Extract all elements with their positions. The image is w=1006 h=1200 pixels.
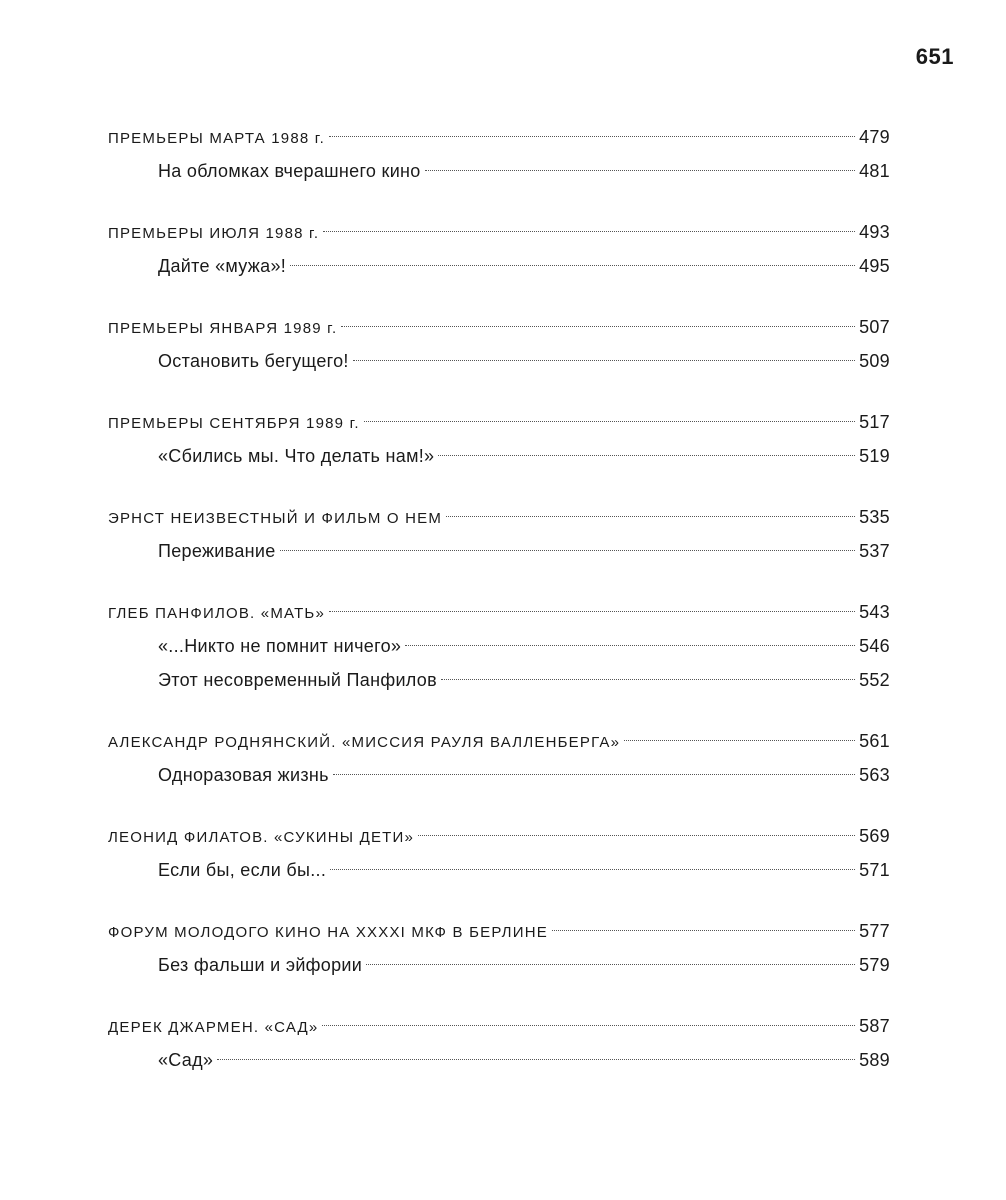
dot-leader <box>438 455 855 456</box>
toc-entry-title: На обломках вчерашнего кино <box>158 161 421 181</box>
toc-entry-page: 479 <box>859 127 890 147</box>
toc-entry-page: 509 <box>859 351 890 371</box>
dot-leader <box>552 930 855 931</box>
toc-sub-entry[interactable] <box>108 629 890 663</box>
toc-entry-page: 571 <box>859 860 890 880</box>
toc-entry-title: ФОРУМ МОЛОДОГО КИНО НА XXXXI МКФ В БЕРЛИНЕ <box>108 924 548 941</box>
toc-entry-title: ПРЕМЬЕРЫ ИЮЛЯ 1988 г. <box>108 225 320 242</box>
toc-entry-title: «...Никто не помнит ничего» <box>158 636 402 656</box>
toc-entry-page: 481 <box>859 161 890 181</box>
dot-leader <box>217 1059 855 1060</box>
toc-section <box>108 595 890 697</box>
toc-sub-entry[interactable] <box>108 948 890 982</box>
dot-leader <box>364 421 855 422</box>
toc-entry-title: «Сад» <box>158 1050 214 1070</box>
toc-entry-page: 589 <box>859 1050 890 1070</box>
toc-main-entry[interactable] <box>108 1009 890 1043</box>
dot-leader <box>441 679 855 680</box>
toc-entry-page: 587 <box>859 1016 890 1036</box>
dot-leader <box>624 740 855 741</box>
toc-section <box>108 120 890 188</box>
toc-entry-page: 519 <box>859 446 890 466</box>
dot-leader <box>280 550 856 551</box>
toc-main-entry[interactable] <box>108 724 890 758</box>
toc-entry-page: 563 <box>859 765 890 785</box>
dot-leader <box>329 611 855 612</box>
page-number: 651 <box>915 44 954 69</box>
toc-main-entry[interactable] <box>108 500 890 534</box>
toc-entry-title: ЭРНСТ НЕИЗВЕСТНЫЙ И ФИЛЬМ О НЕМ <box>108 510 443 527</box>
dot-leader <box>330 869 855 870</box>
toc-entry-title: ПРЕМЬЕРЫ СЕНТЯБРЯ 1989 г. <box>108 415 360 432</box>
toc-main-entry[interactable] <box>108 405 890 439</box>
toc-entry-page: 535 <box>859 507 890 527</box>
toc-sub-entry[interactable] <box>108 249 890 283</box>
toc-main-entry[interactable] <box>108 215 890 249</box>
toc-entry-title: ГЛЕБ ПАНФИЛОВ. «МАТЬ» <box>108 605 326 622</box>
toc-entry-title: ДЕРЕК ДЖАРМЕН. «САД» <box>108 1019 319 1036</box>
toc-sub-entry[interactable] <box>108 663 890 697</box>
toc-entry-title: Дайте «мужа»! <box>158 256 287 276</box>
toc-section <box>108 405 890 473</box>
toc-entry-page: 543 <box>859 602 890 622</box>
dot-leader <box>322 1025 855 1026</box>
toc-entry-title: Если бы, если бы... <box>158 860 327 880</box>
toc-section <box>108 500 890 568</box>
toc-entry-page: 577 <box>859 921 890 941</box>
toc-section <box>108 310 890 378</box>
toc-entry-page: 495 <box>859 256 890 276</box>
dot-leader <box>405 645 855 646</box>
toc-entry-page: 569 <box>859 826 890 846</box>
toc-sub-entry[interactable] <box>108 154 890 188</box>
toc-sub-entry[interactable] <box>108 439 890 473</box>
toc-section <box>108 819 890 887</box>
toc-entry-title: ЛЕОНИД ФИЛАТОВ. «СУКИНЫ ДЕТИ» <box>108 829 415 846</box>
toc-sub-entry[interactable] <box>108 344 890 378</box>
dot-leader <box>366 964 855 965</box>
dot-leader <box>329 136 855 137</box>
dot-leader <box>333 774 855 775</box>
dot-leader <box>353 360 855 361</box>
toc-entry-title: Одноразовая жизнь <box>158 765 329 785</box>
toc-entry-page: 546 <box>859 636 890 656</box>
dot-leader <box>290 265 855 266</box>
toc-entry-page: 493 <box>859 222 890 242</box>
toc-entry-page: 517 <box>859 412 890 432</box>
toc-entry-title: Остановить бегущего! <box>158 351 349 371</box>
toc-section <box>108 914 890 982</box>
toc-main-entry[interactable] <box>108 120 890 154</box>
toc-main-entry[interactable] <box>108 914 890 948</box>
toc-sub-entry[interactable] <box>108 1043 890 1077</box>
toc-entry-title: Этот несовременный Панфилов <box>158 670 437 690</box>
toc-main-entry[interactable] <box>108 819 890 853</box>
toc-main-entry[interactable] <box>108 310 890 344</box>
toc-entry-page: 537 <box>859 541 890 561</box>
table-of-contents <box>108 120 890 1104</box>
dot-leader <box>323 231 855 232</box>
toc-entry-title: ПРЕМЬЕРЫ МАРТА 1988 г. <box>108 130 325 147</box>
toc-entry-title: Переживание <box>158 541 276 561</box>
toc-entry-title: «Сбились мы. Что делать нам!» <box>158 446 435 466</box>
toc-sub-entry[interactable] <box>108 758 890 792</box>
toc-sub-entry[interactable] <box>108 534 890 568</box>
dot-leader <box>341 326 855 327</box>
dot-leader <box>446 516 855 517</box>
toc-entry-title: Без фальши и эйфории <box>158 955 363 975</box>
toc-entry-title: ПРЕМЬЕРЫ ЯНВАРЯ 1989 г. <box>108 320 338 337</box>
toc-section <box>108 215 890 283</box>
toc-entry-page: 579 <box>859 955 890 975</box>
toc-sub-entry[interactable] <box>108 853 890 887</box>
toc-entry-page: 507 <box>859 317 890 337</box>
toc-entry-title: АЛЕКСАНДР РОДНЯНСКИЙ. «МИССИЯ РАУЛЯ ВАЛЛЕНБЕРГА» <box>108 734 621 751</box>
dot-leader <box>418 835 855 836</box>
toc-section <box>108 724 890 792</box>
toc-entry-page: 561 <box>859 731 890 751</box>
toc-entry-page: 552 <box>859 670 890 690</box>
toc-section <box>108 1009 890 1077</box>
toc-main-entry[interactable] <box>108 595 890 629</box>
dot-leader <box>425 170 855 171</box>
